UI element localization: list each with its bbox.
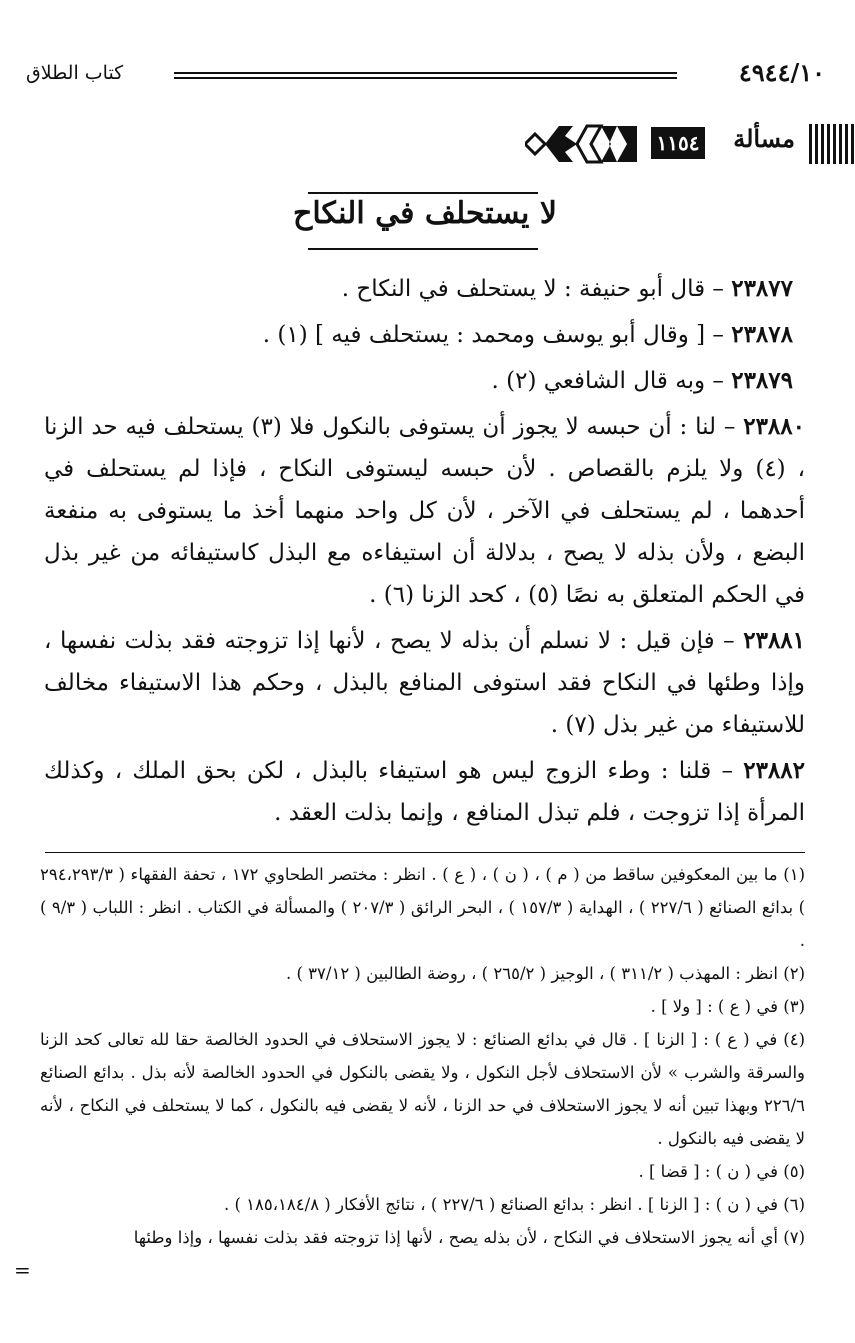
header-rule <box>174 72 677 79</box>
paragraph-text: – لنا : أن حبسه لا يجوز أن يستوفى بالنكول فلا (٣) يستحلف فيه حد الزنا ، (٤) ولا يلزم بالقصاص . لأن حبسه ليستوفى النكاح ، فإذا لم يستحلف في أحدهما ، لم يستحلف في الآخر ، لأن كل واحد منهما أخذ ما يستوفى به منفعة البضع ، ولأن بذله لا يصح ، بدلالة أن استيفاءه مع البذل كاستيفائه من غير بذل في الحكم المتعلق به نصًا (٥) ، كحد الزنا (٦) . <box>44 414 805 608</box>
footnote: (٧) أي أنه يجوز الاستحلاف في النكاح ، لأن بذله يصح ، لأنها إذا تزوجته فقد بذلت نفسها ، وإذا وطئها <box>133 1228 805 1247</box>
paragraph <box>44 268 805 310</box>
paragraph-number: ٢٣٨٨٢ <box>743 757 805 784</box>
footnote-separator <box>45 852 805 853</box>
footnotes <box>40 858 805 1254</box>
footnote: (٦) في ( ن ) : [ الزنا ] . انظر : بدائع الصنائع ( ٢٢٧/٦ ) ، نتائج الأفكار ( ١٨٥،١٨٤/٨ ) . <box>223 1195 805 1214</box>
paragraph <box>44 360 805 402</box>
paragraph-text: – قلنا : وطء الزوج ليس هو استيفاء بالبذل ، لكن بحق الملك ، وكذلك المرأة إذا تزوجت ، فلم تبذل المنافع ، وإنما بذلت العقد . <box>44 758 805 826</box>
title-underline <box>308 248 538 250</box>
footnote: (٢) انظر : المهذب ( ٣١١/٢ ) ، الوجيز ( ٢٦٥/٢ ) ، روضة الطالبين ( ٣٧/١٢ ) . <box>286 964 805 983</box>
title-top-rule <box>308 192 538 194</box>
paragraph <box>44 314 805 356</box>
paragraph <box>44 750 805 834</box>
running-header <box>26 58 825 90</box>
section-title: لا يستحلف في النكاح <box>293 196 557 231</box>
paragraph-number: ٢٣٨٨٠ <box>743 413 805 440</box>
paragraph-text: – وبه قال الشافعي (٢) . <box>491 368 724 394</box>
page-number: ٤٩٤٤/١٠ <box>738 58 825 87</box>
paragraph-text: – فإن قيل : لا نسلم أن بذله لا يصح ، لأنها إذا تزوجته فقد بذلت نفسها ، وإذا وطئها في النكاح فقد استوفى المنافع بالبذل ، وحكم هذا الاستيفاء مخالف للاستيفاء من غير بذل (٧) . <box>44 628 805 738</box>
masala-banner <box>525 118 855 172</box>
footnote: (٥) في ( ن ) : [ قضا ] . <box>638 1162 805 1181</box>
continuation-mark: = <box>14 1258 31 1282</box>
paragraph <box>44 406 805 616</box>
paragraph-text: – [ وقال أبو يوسف ومحمد : يستحلف فيه ] (١) . <box>262 322 724 348</box>
paragraph-number: ٢٣٨٧٩ <box>731 367 793 394</box>
footnote: (٣) في ( ع ) : [ ولا ] . <box>650 997 805 1016</box>
arabesque-ornament-icon <box>525 118 637 170</box>
footnote: (٤) في ( ع ) : [ الزنا ] . قال في بدائع الصنائع : لا يجوز الاستحلاف في الحدود الخالصة حقا لله تعالى كحد الزنا والسرقة والشرب » لأن الاستحلاف لأجل النكول ، ولا يقضى بالنكول في الحدود الخالصة لأنه بذل . بدائع الصنائع ٢٢٦/٦ وبهذا تبين أنه لا يجوز الاستحلاف في حد الزنا ، لأنه لا يقضى فيه بالنكول ، كما لا يستحلف في النكاح ، لأنه لا يقضى فيه بالنكول . <box>40 1030 805 1148</box>
bars-ornament-icon <box>809 124 855 164</box>
paragraph-number: ٢٣٨٨١ <box>743 627 806 654</box>
paragraph <box>44 620 805 746</box>
masala-number: ١١٥٤ <box>651 127 705 159</box>
book-title: كتاب الطلاق <box>26 62 124 84</box>
paragraph-number: ٢٣٨٧٨ <box>731 321 793 348</box>
paragraph-number: ٢٣٨٧٧ <box>731 275 793 302</box>
paragraph-text: – قال أبو حنيفة : لا يستحلف في النكاح . <box>341 276 724 302</box>
footnote: (١) ما بين المعكوفين ساقط من ( م ) ، ( ن ) ، ( ع ) . انظر : مختصر الطحاوي ١٧٢ ، تحفة الفقهاء ( ٢٩٤،٢٩٣/٣ ) بدائع الصنائع ( ٢٢٧/٦ ) ، الهداية ( ١٥٧/٣ ) ، البحر الرائق ( ٢٠٧/٣ ) والمسألة في الكتاب . انظر : اللباب ( ٩/٣ ) . <box>40 865 806 950</box>
main-text <box>44 268 805 838</box>
masala-label: مسألة <box>733 124 795 153</box>
